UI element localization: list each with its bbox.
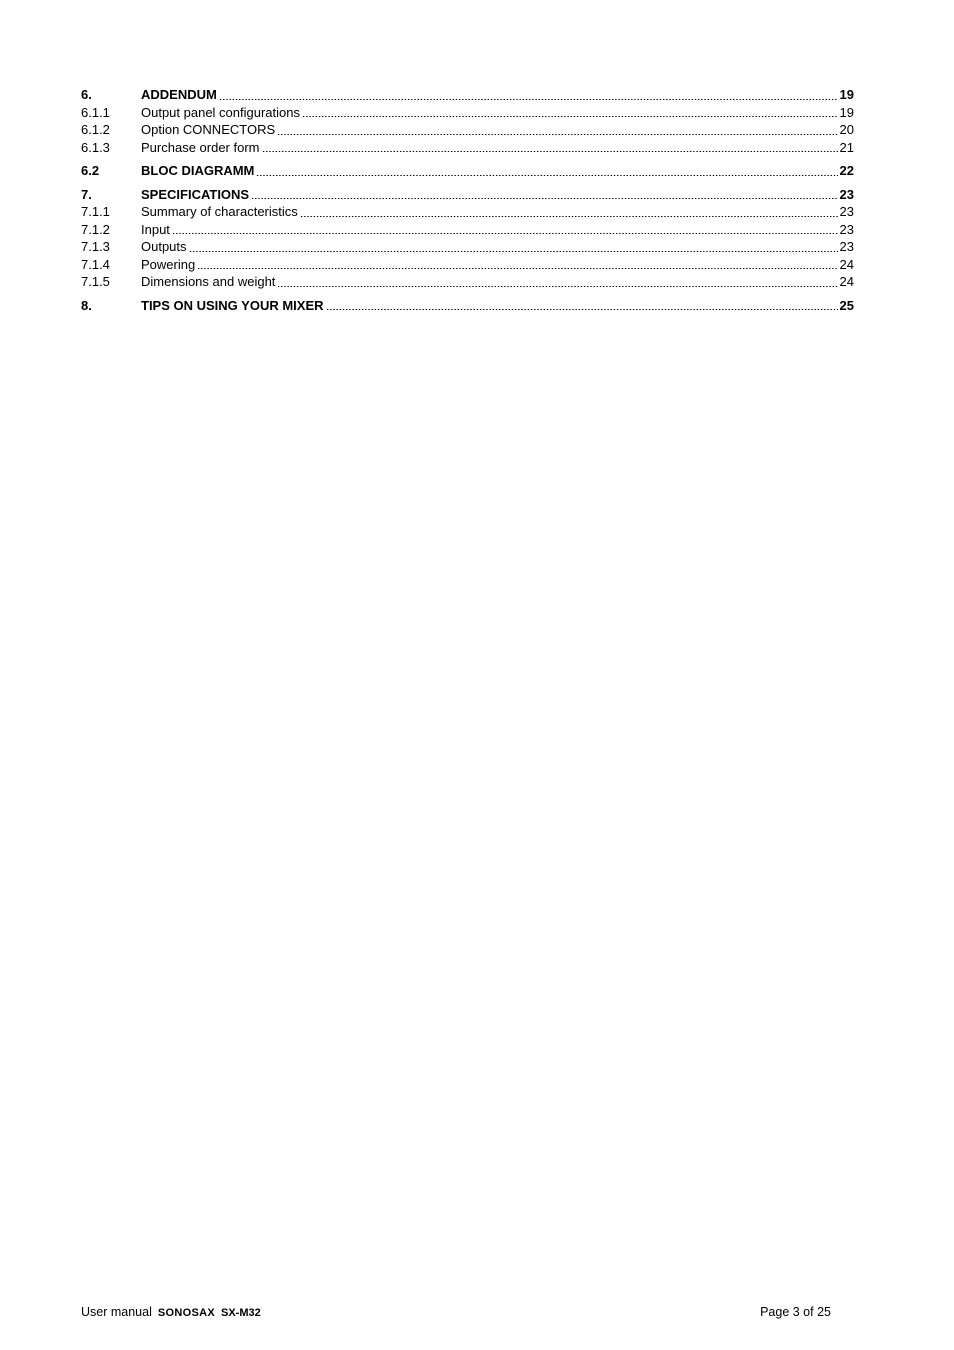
toc-entry-title: Purchase order form — [141, 139, 260, 155]
toc-entry-title: Option CONNECTORS — [141, 122, 276, 137]
toc-entry-page: 20 — [839, 122, 854, 137]
toc-entry[interactable] — [81, 121, 854, 139]
toc-entry[interactable] — [81, 297, 854, 315]
toc-entry-page: 23 — [839, 204, 854, 219]
toc-entry-number: 7.1.4 — [81, 256, 110, 272]
toc-entry-number: 7. — [81, 186, 92, 202]
toc-entry-number: 6.1.2 — [81, 122, 110, 137]
toc-entry[interactable] — [81, 256, 854, 274]
toc-entry[interactable] — [81, 104, 854, 122]
toc-dot-leader — [277, 134, 837, 135]
toc-entry-page: 22 — [839, 163, 854, 178]
toc-entry[interactable] — [81, 186, 854, 204]
footer-document-label — [81, 1305, 261, 1319]
toc-dot-leader — [189, 251, 838, 252]
toc-dot-leader — [262, 151, 838, 152]
toc-entry-page: 25 — [839, 297, 854, 313]
page-footer — [81, 1305, 831, 1319]
table-of-contents — [81, 86, 854, 314]
toc-entry-number: 7.1.2 — [81, 221, 110, 237]
toc-entry-title: Outputs — [141, 239, 187, 254]
toc-entry[interactable] — [81, 203, 854, 221]
toc-entry[interactable] — [81, 86, 854, 104]
toc-entry-title: Output panel configurations — [141, 104, 300, 120]
toc-entry-number: 7.1.5 — [81, 274, 110, 289]
toc-entry-title: SPECIFICATIONS — [141, 186, 250, 202]
toc-dot-leader — [219, 99, 838, 100]
toc-entry-page: 24 — [839, 274, 854, 289]
toc-dot-leader — [172, 233, 838, 234]
toc-entry-page: 23 — [839, 239, 854, 254]
toc-entry[interactable] — [81, 162, 854, 180]
toc-entry[interactable] — [81, 221, 854, 239]
toc-entry[interactable] — [81, 139, 854, 157]
toc-entry-page: 23 — [839, 186, 854, 202]
toc-entry-page: 19 — [839, 104, 854, 120]
toc-dot-leader — [251, 198, 837, 199]
toc-dot-leader — [277, 286, 837, 287]
toc-entry-number: 6.2 — [81, 163, 100, 178]
toc-entry-title: Summary of characteristics — [141, 204, 298, 219]
toc-entry-page: 21 — [839, 139, 854, 155]
toc-entry-title: Dimensions and weight — [141, 274, 276, 289]
toc-entry-number: 7.1.3 — [81, 239, 110, 254]
toc-entry-title: Input — [141, 221, 170, 237]
toc-dot-leader — [197, 268, 837, 269]
toc-entry-number: 7.1.1 — [81, 204, 110, 219]
toc-entry[interactable] — [81, 238, 854, 256]
toc-entry-title: Powering — [141, 256, 196, 272]
toc-entry-number: 6.1.1 — [81, 104, 110, 120]
toc-entry-number: 6.1.3 — [81, 139, 110, 155]
toc-entry-page: 24 — [839, 256, 854, 272]
toc-entry-title: BLOC DIAGRAMM — [141, 163, 255, 178]
footer-page-number: Page 3 of 25 — [760, 1305, 831, 1319]
toc-dot-leader — [256, 175, 837, 176]
toc-entry[interactable] — [81, 273, 854, 291]
toc-entry-title: ADDENDUM — [141, 87, 217, 102]
footer-brand-name: SONOSAX — [157, 1307, 215, 1319]
toc-dot-leader — [300, 216, 838, 217]
toc-entry-page: 19 — [839, 87, 854, 102]
toc-dot-leader — [326, 309, 838, 310]
footer-model-name: SX-M32 — [221, 1307, 261, 1319]
toc-entry-page: 23 — [839, 221, 854, 237]
footer-manual-text: User manual — [81, 1305, 152, 1319]
toc-entry-number: 8. — [81, 297, 92, 313]
toc-dot-leader — [302, 116, 838, 117]
toc-entry-number: 6. — [81, 87, 92, 102]
toc-entry-title: TIPS ON USING YOUR MIXER — [141, 297, 324, 313]
